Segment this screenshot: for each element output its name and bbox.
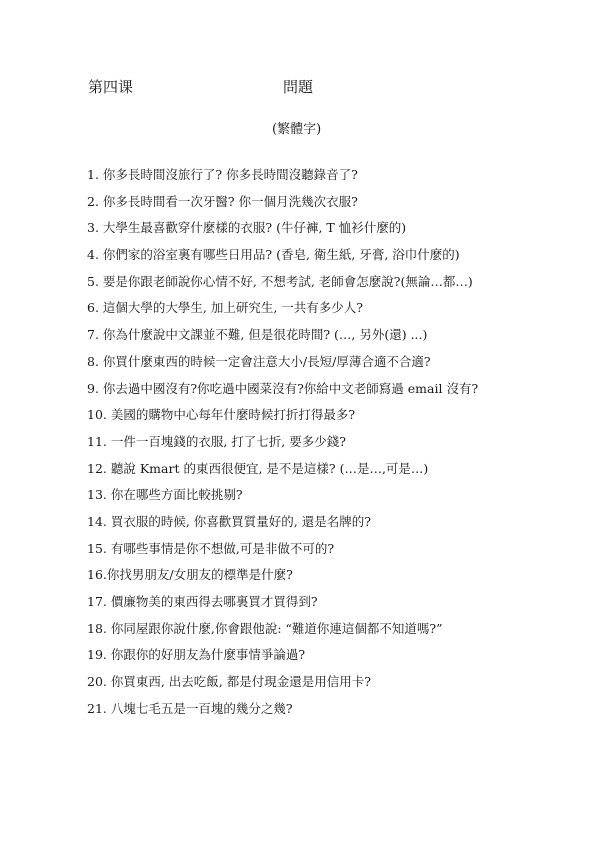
question-item: 20. 你買東西, 出去吃飯, 都是付現金還是用信用卡?	[87, 674, 371, 690]
question-item: 17. 價廉物美的東西得去哪裏買才買得到?	[87, 594, 318, 609]
page-title: 問題	[283, 78, 314, 96]
question-item: 6. 這個大學的大學生, 加上研究生, 一共有多少人?	[87, 300, 363, 316]
question-item: 11. 一件一百塊錢的衣服, 打了七折, 要多少錢?	[87, 433, 346, 449]
lesson-label: 第四课	[88, 78, 134, 96]
question-item: 13. 你在哪些方面比較挑剔?	[87, 487, 243, 503]
question-item: 1. 你多長時間沒旅行了? 你多長時間沒聽錄音了?	[87, 167, 358, 182]
question-list	[87, 162, 587, 722]
question-item: 16.你找男朋友/女朋友的標準是什麼?	[87, 567, 293, 583]
question-item: 9. 你去過中國沒有?你吃過中國菜沒有?你給中文老師寫過 email 沒有?	[87, 380, 479, 396]
question-item: 2. 你多長時間看一次牙醫? 你一個月洗幾次衣服?	[87, 193, 358, 209]
question-item: 3. 大學生最喜歡穿什麼樣的衣服? (牛仔褲, T 恤衫什麼的)	[87, 220, 407, 236]
question-item: 12. 聽說 Kmart 的東西很便宜, 是不是這樣? (…是…,可是…)	[87, 460, 429, 476]
question-item: 21. 八塊七毛五是一百塊的幾分之幾?	[87, 700, 293, 716]
question-item: 5. 要是你跟老師說你心情不好, 不想考試, 老師會怎麼說?(無論…都…)	[87, 273, 473, 289]
page-subtitle: (繁體字)	[272, 122, 322, 137]
question-item: 8. 你買什麼東西的時候一定會注意大小/長短/厚薄合適不合適?	[87, 353, 431, 369]
question-item: 18. 你同屋跟你說什麼,你會跟他說: “難道你連這個都不知道嗎?”	[87, 620, 443, 636]
question-item: 19. 你跟你的好朋友為什麼事情爭論過?	[87, 647, 306, 663]
question-item: 15. 有哪些事情是你不想做,可是非做不可的?	[87, 540, 335, 556]
question-item: 10. 美國的購物中心每年什麼時候打折打得最多?	[87, 407, 356, 423]
question-item: 4. 你們家的浴室裏有哪些日用品? (香皂, 衛生紙, 牙膏, 浴巾什麼的)	[87, 247, 460, 263]
question-item: 14. 買衣服的時候, 你喜歡買質量好的, 還是名牌的?	[87, 513, 371, 529]
question-item: 7. 你為什麼說中文課並不難, 但是很花時間? (…, 另外(還) ...)	[87, 327, 428, 343]
